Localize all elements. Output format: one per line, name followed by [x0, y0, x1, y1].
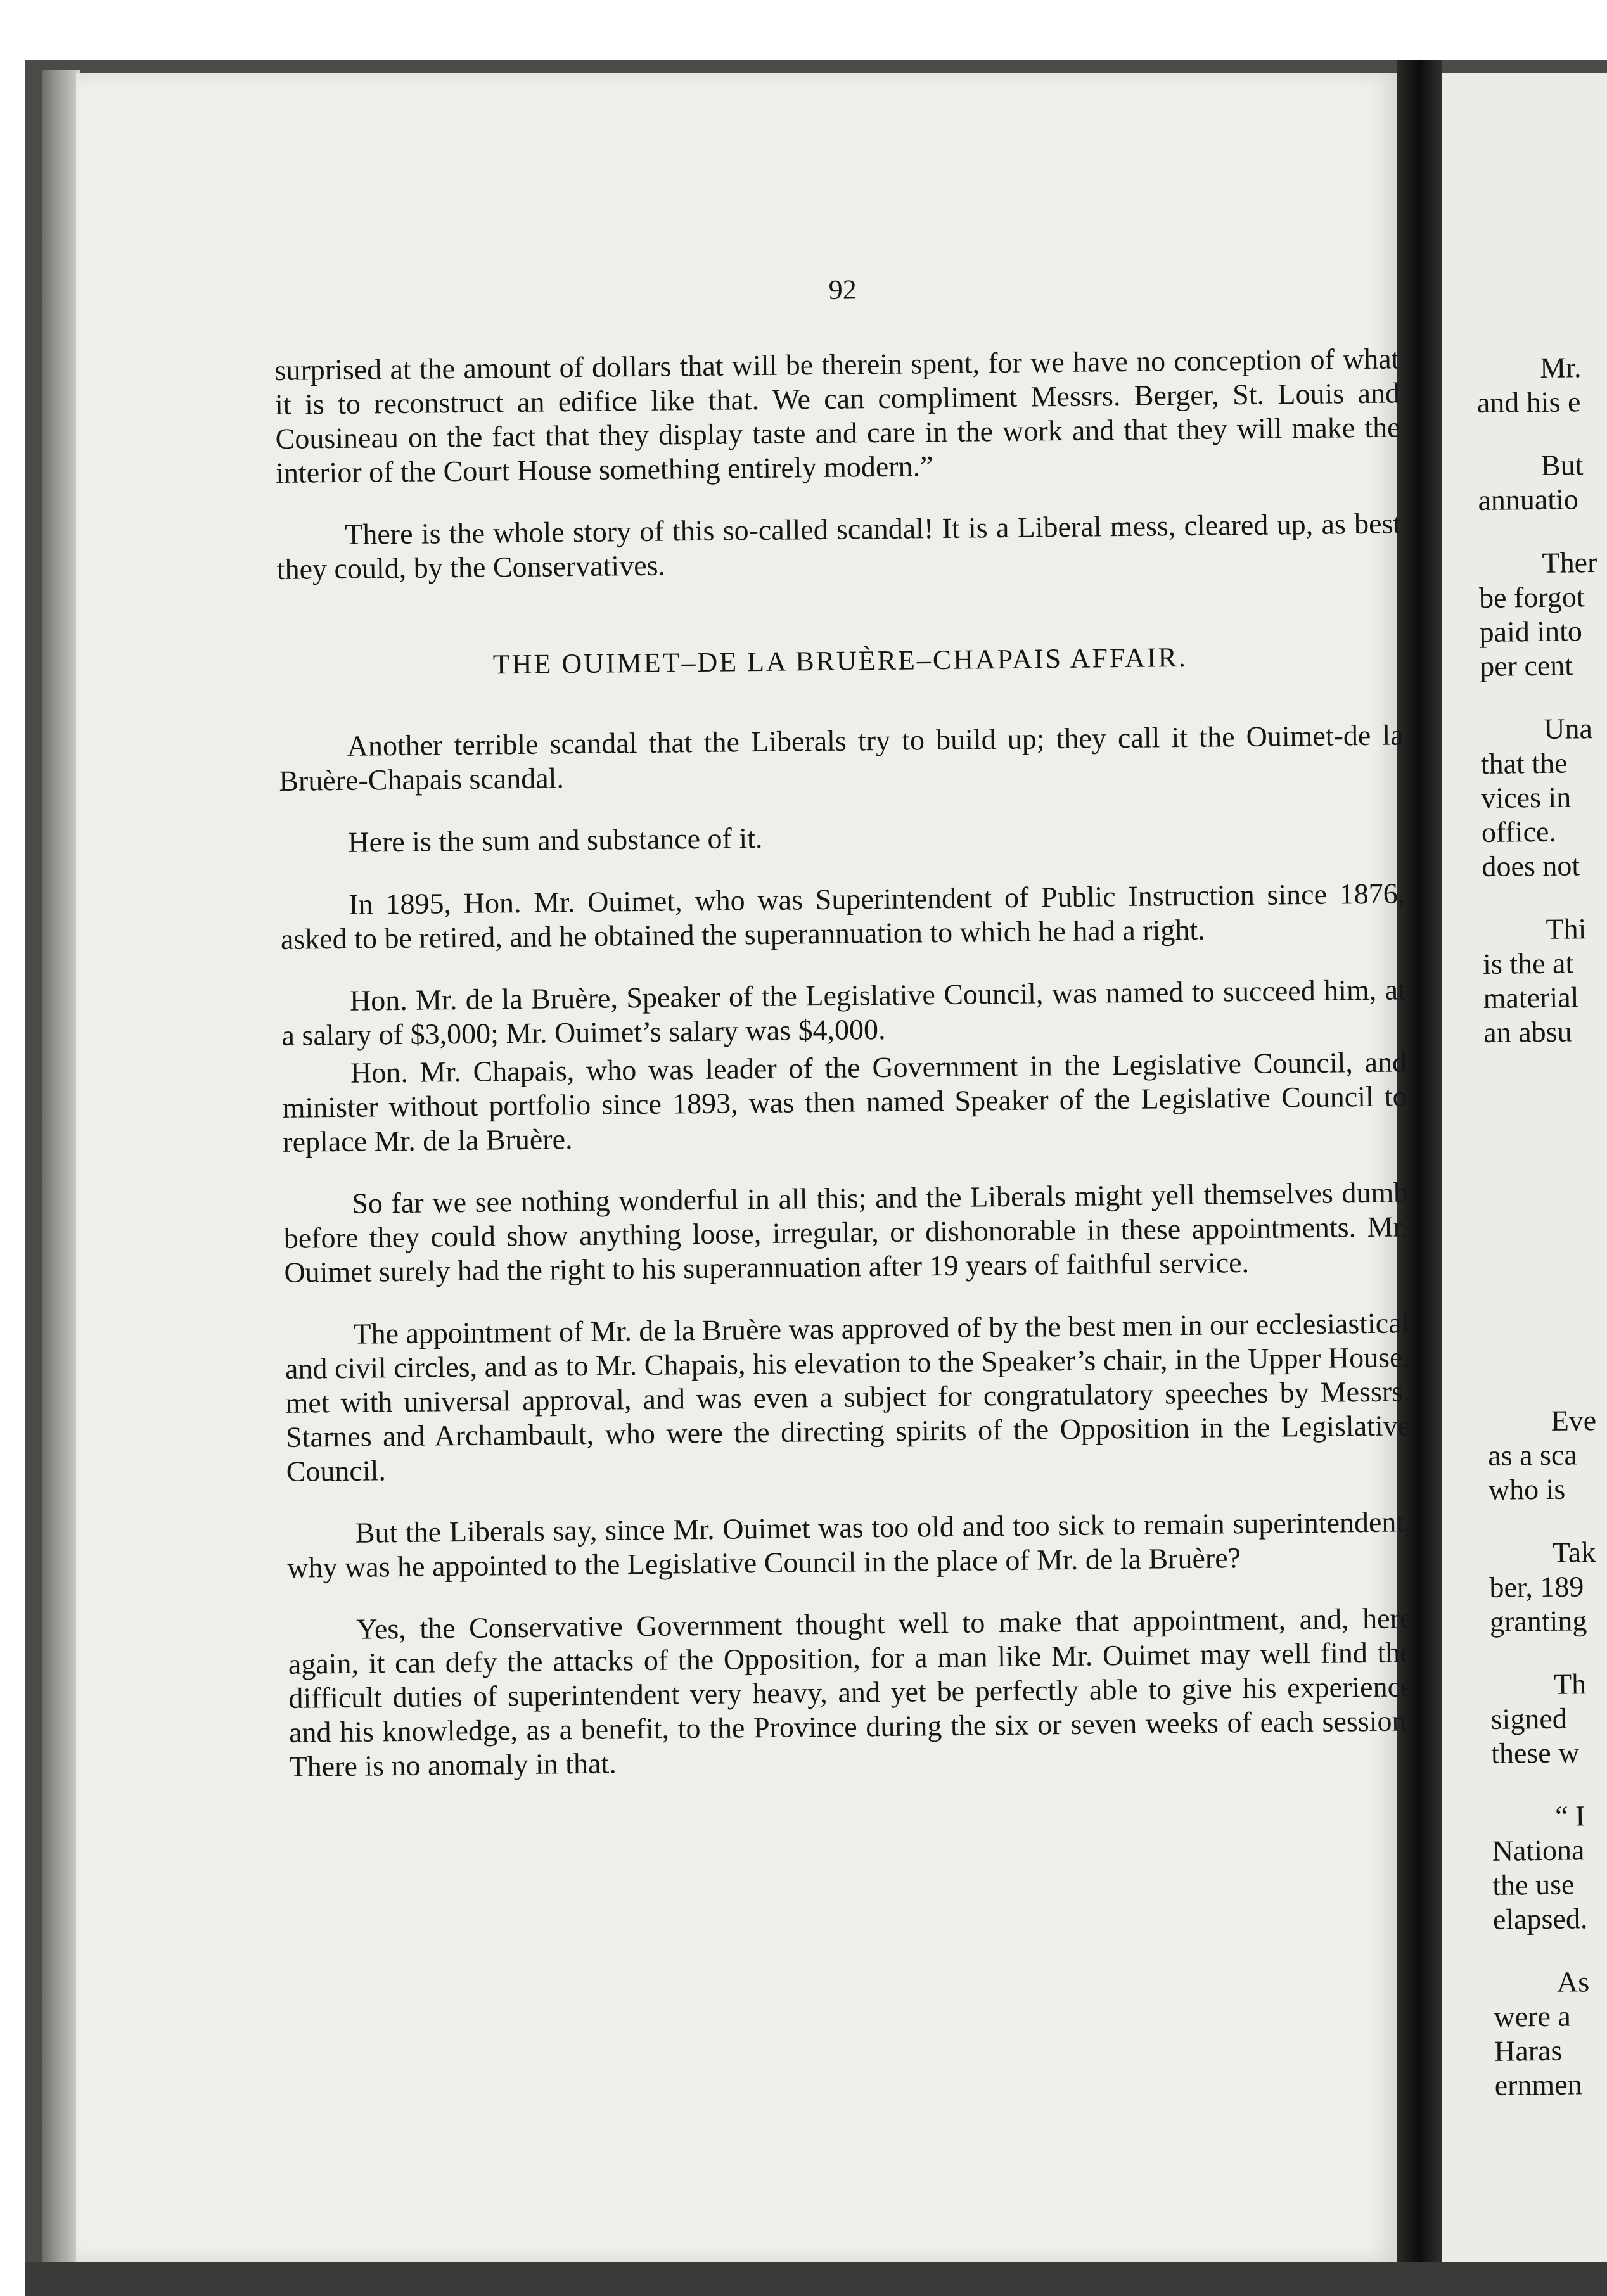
paragraph-9: Yes, the Conservative Government thought well to make that appointment, and, here again, it can defy the attacks of the Opposition, for a man like Mr. Ouimet may well find the difficult duties of superintendent very heavy, and yet be perfectly able to give his experience and his knowledge, as a benefit, to the Province during the six or seven weeks of each session. There is no anomaly in that. — [288, 1602, 1414, 1783]
page-stack-edge — [42, 70, 80, 2262]
facing-line: these w — [1490, 1736, 1580, 1770]
facing-line: per cent — [1479, 649, 1573, 682]
paragraph-scandal-summary: There is the whole story of this so-called scandal! It is a Liberal mess, cleared up, as best they could, by the Conservatives. — [276, 507, 1402, 585]
facing-line: “ I — [1554, 1799, 1585, 1832]
facing-line: granting — [1489, 1604, 1587, 1638]
facing-line: the use — [1492, 1868, 1575, 1901]
paragraph-4: Hon. Mr. de la Bruère, Speaker of the Legislative Council, was named to succeed him, at a salary of $3,000; Mr. Ouimet’s salary was $4,000. — [281, 973, 1407, 1052]
facing-line: is the at — [1482, 947, 1574, 980]
facing-line: But — [1540, 449, 1584, 482]
facing-page-text-fragments — [1476, 349, 1607, 2103]
facing-line: Ther — [1542, 546, 1597, 579]
facing-line: material — [1483, 981, 1579, 1014]
facing-line: Una — [1543, 712, 1593, 745]
facing-line: Haras — [1494, 2034, 1563, 2067]
facing-page — [1442, 73, 1607, 2262]
page-number: 92 — [828, 274, 857, 305]
facing-line: Th — [1553, 1668, 1587, 1700]
facing-line: and his e — [1476, 385, 1581, 419]
bottom-shadow — [25, 2262, 1607, 2296]
paragraph-7: The appointment of Mr. de la Bruère was approved of by the best men in our ecclesiastical and civil circles, and as to Mr. Chapais, his elevation to the Speaker’s chair, in the Upper House, met with universal approval, and was even a subject for congratulatory speeches by Messrs. Starnes and Archambault, who were the directing spirits of the Opposition in the Legislative Council. — [285, 1306, 1411, 1488]
facing-line: who is — [1488, 1472, 1566, 1506]
section-heading: THE OUIMET–DE LA BRUÈRE–CHAPAIS AFFAIR. — [492, 641, 1188, 680]
paragraph-continued-quote: surprised at the amount of dollars that will be therein spent, for we have no conception of what it is to reconstruct an edifice like that. We can compliment Messrs. Berger, St. Louis and Cousineau on the fact that they display taste and care in the work and that they will make the interior of the Court House something entirely modern.” — [274, 342, 1400, 489]
facing-line: that the — [1480, 746, 1568, 780]
paragraph-8: But the Liberals say, since Mr. Ouimet was too old and too sick to remain superintendent, why was he appointed to the Legislative Council in the place of Mr. de la Bruère? — [287, 1505, 1412, 1584]
paragraph-5: Hon. Mr. Chapais, who was leader of the Government in the Legislative Council, and minister without portfolio since 1893, was then named Speaker of the Legislative Council to replace Mr. de la Bruère. — [282, 1045, 1407, 1158]
facing-line: Tak — [1552, 1536, 1596, 1569]
facing-line: ernmen — [1494, 2068, 1582, 2101]
facing-line: annuatio — [1478, 483, 1579, 516]
facing-line: Eve — [1551, 1404, 1597, 1437]
paragraph-3: In 1895, Hon. Mr. Ouimet, who was Superintendent of Public Instruction since 1876, asked to be retired, and he obtained the superannuation to which he had a right. — [280, 877, 1405, 955]
facing-line: elapsed. — [1492, 1902, 1588, 1936]
facing-line: were a — [1494, 1999, 1572, 2033]
facing-line: signed — [1490, 1702, 1567, 1735]
paragraph-6: So far we see nothing wonderful in all this; and the Liberals might yell themselves dumb before they could show anything loose, irregular, or dishonorable in these appointments. Mr. Ouimet surely had the right to his superannuation after 19 years of faithful service. — [283, 1176, 1409, 1289]
facing-line: does not — [1482, 849, 1580, 883]
facing-line: office. — [1481, 815, 1557, 848]
facing-line: Thi — [1546, 912, 1587, 945]
page-text-column — [274, 267, 1414, 1811]
facing-line: ber, 189 — [1489, 1570, 1584, 1604]
facing-line: paid into — [1479, 615, 1583, 648]
facing-line: an absu — [1483, 1015, 1572, 1049]
facing-line: vices in — [1481, 781, 1572, 814]
facing-line: Mr. — [1540, 351, 1582, 384]
paragraph-2: Here is the sum and substance of it. — [348, 821, 763, 858]
facing-line: be forgot — [1478, 580, 1585, 614]
paragraph-1: Another terrible scandal that the Liberals try to build up; they call it the Ouimet-de la Bruère-Chapais scandal. — [279, 718, 1404, 797]
facing-line: As — [1556, 1965, 1590, 1998]
facing-line: as a sca — [1487, 1438, 1577, 1472]
facing-line: Nationa — [1492, 1834, 1585, 1867]
